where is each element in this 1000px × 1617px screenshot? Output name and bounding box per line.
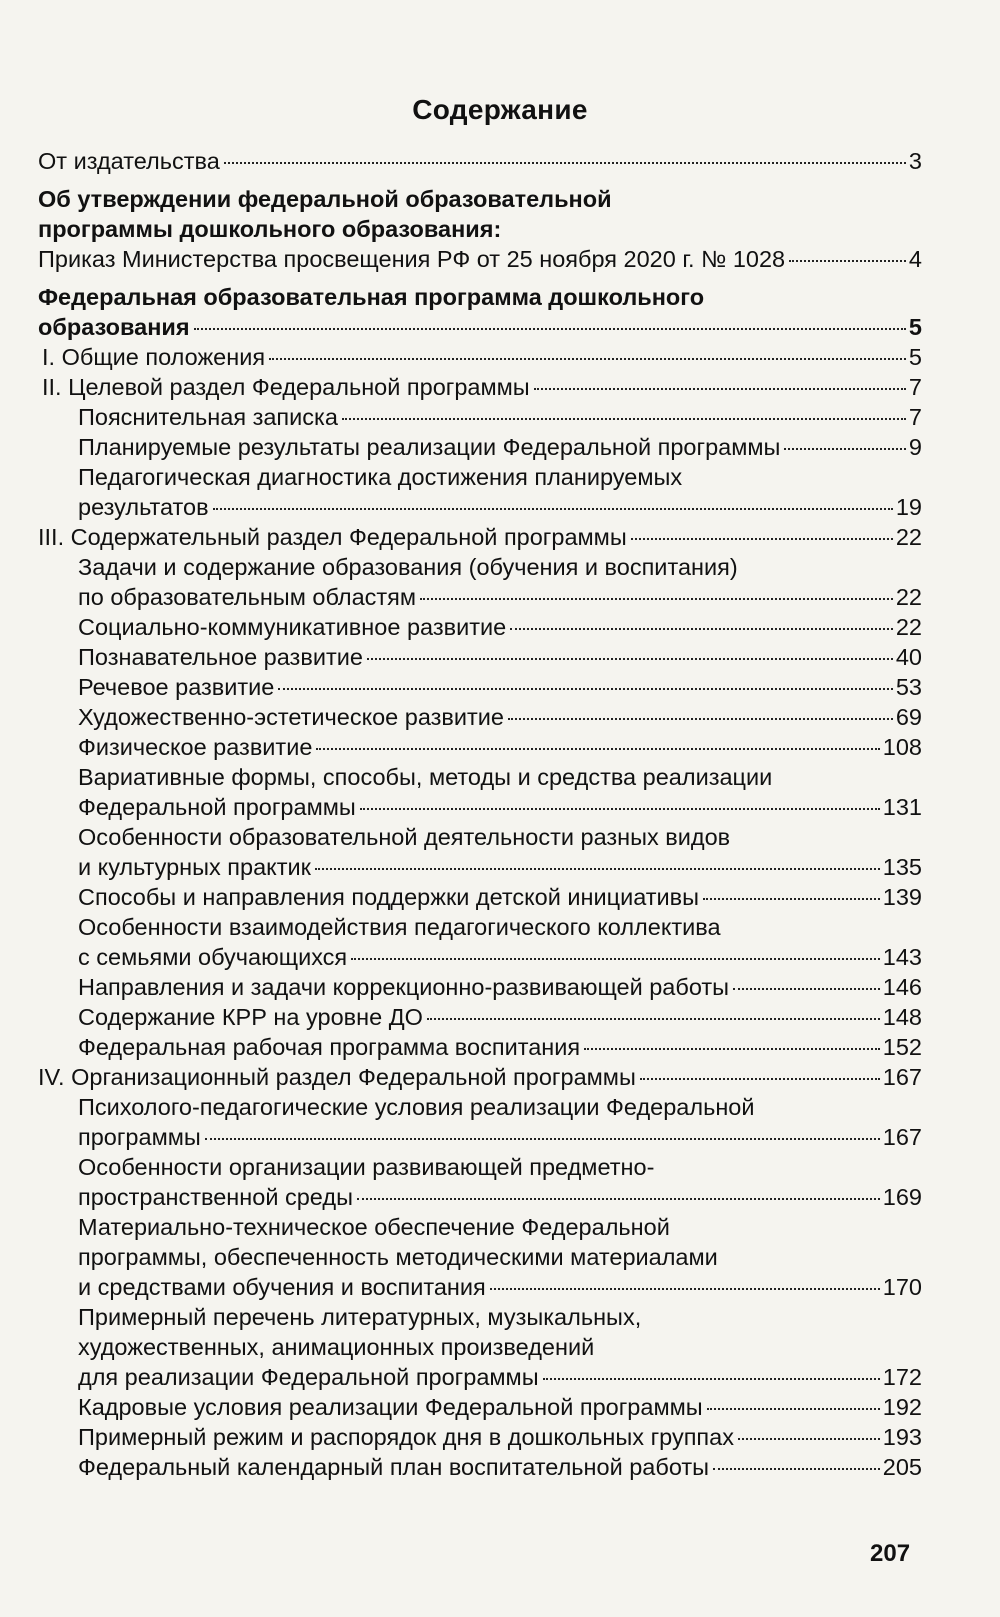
toc-entry-page: 22 <box>895 584 922 610</box>
toc-entry-text: Вариативные формы, способы, методы и средства реализации <box>78 764 773 790</box>
toc-entry-page: 69 <box>895 704 922 730</box>
toc-entry-text: пространственной среды <box>78 1184 353 1210</box>
toc-entry-page: 146 <box>882 974 922 1000</box>
toc-entry <box>38 582 922 612</box>
toc-entry <box>38 1062 922 1092</box>
dot-leader <box>543 1378 880 1380</box>
toc-entry-page: 139 <box>882 884 922 910</box>
toc-entry <box>38 146 922 176</box>
toc-entry-text: Примерный режим и распорядок дня в дошкольных группах <box>78 1424 734 1450</box>
toc-entry-text: Психолого-педагогические условия реализации Федеральной <box>78 1094 755 1120</box>
dot-leader <box>534 388 906 390</box>
toc-entry-page: 131 <box>882 794 922 820</box>
toc-entry <box>38 372 922 402</box>
toc-entry <box>38 1392 922 1422</box>
toc-entry-text: Речевое развитие <box>78 674 275 700</box>
dot-leader <box>490 1288 880 1290</box>
dot-leader <box>784 448 906 450</box>
toc-entry-text: Физическое развитие <box>78 734 313 760</box>
dot-leader <box>427 1018 880 1020</box>
toc-entry-text: Федеральная рабочая программа воспитания <box>78 1034 581 1060</box>
table-of-contents <box>38 146 922 1482</box>
toc-entry-page: 148 <box>882 1004 922 1030</box>
toc-entry <box>38 882 922 912</box>
toc-entry-text: Социально-коммуникативное развитие <box>78 614 507 640</box>
toc-entry-text: художественных, анимационных произведений <box>78 1334 595 1360</box>
toc-entry-text: по образовательным областям <box>78 584 417 610</box>
dot-leader <box>703 898 880 900</box>
toc-entry-text: с семьями обучающихся <box>78 944 348 970</box>
toc-entry <box>38 642 922 672</box>
toc-entry <box>38 1092 922 1122</box>
toc-entry <box>38 402 922 432</box>
dot-leader <box>584 1048 880 1050</box>
toc-entry-text: IV. Организационный раздел Федеральной программы <box>38 1064 636 1090</box>
toc-entry <box>38 612 922 642</box>
toc-entry-text: Задачи и содержание образования (обучения и воспитания) <box>78 554 738 580</box>
dot-leader <box>357 1198 880 1200</box>
dot-leader <box>631 538 893 540</box>
toc-entry-text: Кадровые условия реализации Федеральной программы <box>78 1394 703 1420</box>
toc-entry <box>38 522 922 552</box>
toc-entry-text: Примерный перечень литературных, музыкальных, <box>78 1304 642 1330</box>
toc-entry <box>38 672 922 702</box>
toc-entry <box>38 1212 922 1242</box>
toc-entry-text: Познавательное развитие <box>78 644 363 670</box>
toc-entry-text: образования <box>38 314 190 340</box>
toc-entry-text: Особенности взаимодействия педагогического коллектива <box>78 914 721 940</box>
toc-entry <box>38 214 922 244</box>
toc-entry-page: 7 <box>908 404 922 430</box>
toc-entry-text: Приказ Министерства просвещения РФ от 25 ноября 2020 г. № 1028 <box>38 246 786 272</box>
toc-entry <box>38 1002 922 1032</box>
toc-entry-page: 167 <box>882 1064 922 1090</box>
page-title: Содержание <box>412 94 588 125</box>
toc-entry-text: программы, обеспеченность методическими материалами <box>78 1244 718 1270</box>
toc-entry <box>38 1122 922 1152</box>
dot-leader <box>360 808 880 810</box>
toc-entry <box>38 432 922 462</box>
toc-entry-page: 167 <box>882 1124 922 1150</box>
toc-entry <box>38 912 922 942</box>
toc-entry <box>38 972 922 1002</box>
toc-entry <box>38 1032 922 1062</box>
toc-entry-page: 169 <box>882 1184 922 1210</box>
toc-entry-text: Особенности образовательной деятельности разных видов <box>78 824 731 850</box>
toc-entry-page: 170 <box>882 1274 922 1300</box>
dot-leader <box>278 688 893 690</box>
toc-entry-text: Федеральной программы <box>78 794 356 820</box>
dot-leader <box>508 718 893 720</box>
toc-entry <box>38 312 922 342</box>
toc-entry-page: 5 <box>908 314 922 340</box>
toc-entry-text: Способы и направления поддержки детской инициативы <box>78 884 700 910</box>
toc-entry <box>38 492 922 522</box>
dot-leader <box>194 328 906 330</box>
dot-leader <box>269 358 906 360</box>
toc-entry-page: 22 <box>895 614 922 640</box>
toc-entry <box>38 462 922 492</box>
toc-entry-text: II. Целевой раздел Федеральной программы <box>42 374 530 400</box>
dot-leader <box>315 868 880 870</box>
toc-entry-page: 135 <box>882 854 922 880</box>
toc-entry-text: Федеральная образовательная программа дошкольного <box>38 284 705 310</box>
toc-entry <box>38 1332 922 1362</box>
toc-entry-text: Пояснительная записка <box>78 404 338 430</box>
toc-entry-text: III. Содержательный раздел Федеральной программы <box>38 524 627 550</box>
toc-entry-page: 193 <box>882 1424 922 1450</box>
toc-entry-text: и культурных практик <box>78 854 311 880</box>
dot-leader <box>224 162 906 164</box>
dot-leader <box>713 1468 880 1470</box>
toc-entry <box>38 184 922 214</box>
dot-leader <box>342 418 906 420</box>
toc-entry <box>38 1242 922 1272</box>
toc-entry-page: 143 <box>882 944 922 970</box>
dot-leader <box>733 988 880 990</box>
toc-entry-page: 3 <box>908 148 922 174</box>
dot-leader <box>789 260 906 262</box>
toc-entry-text: и средствами обучения и воспитания <box>78 1274 486 1300</box>
toc-entry-text: Федеральный календарный план воспитательной работы <box>78 1454 710 1480</box>
toc-entry <box>38 244 922 274</box>
toc-entry <box>38 852 922 882</box>
toc-entry-page: 53 <box>895 674 922 700</box>
toc-entry-text: Об утверждении федеральной образовательной <box>38 186 612 212</box>
toc-entry-text: Планируемые результаты реализации Федеральной программы <box>78 434 781 460</box>
toc-entry <box>38 762 922 792</box>
toc-entry-page: 152 <box>882 1034 922 1060</box>
toc-entry <box>38 702 922 732</box>
toc-entry-page: 4 <box>908 246 922 272</box>
toc-entry <box>38 792 922 822</box>
toc-entry-text: Направления и задачи коррекционно-развивающей работы <box>78 974 730 1000</box>
dot-leader <box>205 1138 880 1140</box>
toc-entry-page: 19 <box>895 494 922 520</box>
toc-entry-text: Материально-техническое обеспечение Федеральной <box>78 1214 670 1240</box>
toc-entry <box>38 552 922 582</box>
toc-entry-page: 172 <box>882 1364 922 1390</box>
page-number: 207 <box>870 1540 911 1567</box>
dot-leader <box>420 598 893 600</box>
toc-entry <box>38 342 922 372</box>
toc-entry-page: 7 <box>908 374 922 400</box>
toc-entry <box>38 822 922 852</box>
toc-entry <box>38 1422 922 1452</box>
dot-leader <box>213 508 893 510</box>
dot-leader <box>707 1408 880 1410</box>
toc-entry-text: программы дошкольного образования: <box>38 216 502 242</box>
toc-entry-text: Содержание КРР на уровне ДО <box>78 1004 423 1030</box>
toc-entry-text: Особенности организации развивающей предметно- <box>78 1154 655 1180</box>
toc-entry <box>38 1152 922 1182</box>
dot-leader <box>738 1438 880 1440</box>
dot-leader <box>351 958 880 960</box>
toc-entry <box>38 732 922 762</box>
toc-entry-page: 5 <box>908 344 922 370</box>
dot-leader <box>367 658 893 660</box>
toc-entry-page: 22 <box>895 524 922 550</box>
toc-entry <box>38 1182 922 1212</box>
toc-entry <box>38 942 922 972</box>
toc-entry <box>38 1272 922 1302</box>
toc-entry-text: результатов <box>78 494 209 520</box>
toc-entry-text: Художественно-эстетическое развитие <box>78 704 505 730</box>
toc-entry <box>38 1362 922 1392</box>
toc-entry-page: 192 <box>882 1394 922 1420</box>
toc-entry <box>38 282 922 312</box>
dot-leader <box>316 748 879 750</box>
toc-entry-text: От издательства <box>38 148 220 174</box>
dot-leader <box>510 628 893 630</box>
toc-entry <box>38 1452 922 1482</box>
toc-entry-page: 108 <box>882 734 922 760</box>
toc-entry-text: для реализации Федеральной программы <box>78 1364 539 1390</box>
toc-entry-page: 205 <box>882 1454 922 1480</box>
toc-entry-text: I. Общие положения <box>42 344 266 370</box>
toc-entry-text: Педагогическая диагностика достижения планируемых <box>78 464 683 490</box>
dot-leader <box>640 1078 880 1080</box>
toc-entry-text: программы <box>78 1124 201 1150</box>
toc-entry-page: 40 <box>895 644 922 670</box>
toc-entry-page: 9 <box>908 434 922 460</box>
toc-entry <box>38 1302 922 1332</box>
